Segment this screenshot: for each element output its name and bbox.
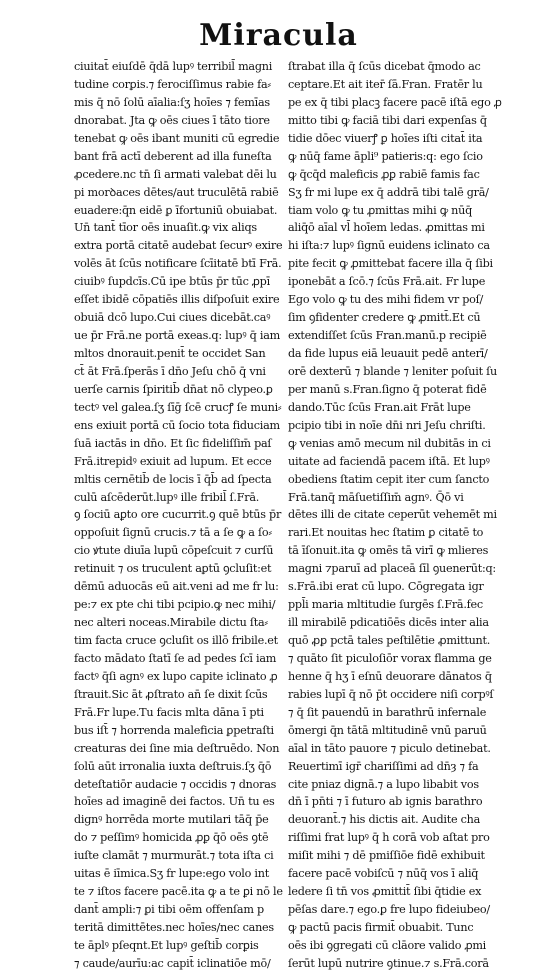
text-line: do ⁊ peſſimꝰ homicida ꝓꝑ q̄ō oēs ꝯtē: [74, 831, 269, 845]
text-line: extra portā citatē audebat ſecurꝰ exire: [74, 239, 283, 253]
text-line: tenebat ꝙ oēs ibant muniti cū egredie: [74, 131, 280, 145]
text-line: facere pacē vobiſcū ⁊ nūq̄ vos ī aliq̄: [288, 867, 479, 881]
text-line: ſolū aūt irronalia iuxta deſtruis.ſʒ q̄ō: [74, 759, 272, 773]
text-line: quō ꝓꝑ pctā tales peſtilētie ꝓmittunt.: [288, 634, 491, 647]
text-line: tidie dōec viuerꝭ ꝑ hoīes iſti citat̄ ita: [288, 131, 483, 145]
text-line: ꝙ nūq̄ fame āpli⁹ patieris:q: ego ſcio: [288, 149, 483, 163]
text-line: ciuibꝰ ſupdcīs.Cū ipe btūs p̄r tūc ꝓpī: [74, 275, 270, 289]
text-line: ſim ꝯfidenter credere ꝙ ꝓmitt̄.Et cū: [288, 311, 481, 325]
text-line: tim facta cruce ꝯcluſit os illō fribile.et: [74, 634, 278, 647]
text-line: oppoſuit ſignū crucis.⁊ tā a ſe ꝙ a ſo⸗: [74, 526, 272, 540]
text-line: facto mādato ſtatī ſe ad pedes ſcī iam: [74, 651, 277, 665]
text-line: tiam volo ꝙ tu ꝓmittas mihi ꝙ nūq̄: [288, 203, 472, 217]
text-line: mltis cernētib̄ de locis ī q̄b̄ ad ſpecta: [74, 472, 272, 486]
text-line: dnorabat. Jta ꝙ oēs ciues ī tāto tiore: [74, 113, 270, 127]
text-line: ⁊ quāto ſit piculoſiōr vorax flamma ge: [288, 651, 492, 665]
text-line: mis q̄ nō ſolū aīalia:ſʒ hoīes ⁊ femīas: [74, 95, 270, 109]
text-line: per manū s.Fran.ſigno q̄ poterat fidē: [288, 382, 487, 396]
text-line: ppl̄i maria mltitudie ſurgēs ſ.Frā.fec: [288, 598, 483, 612]
text-line: dn̄ ī pn̄ti ⁊ ī futuro ab ignis barathro: [288, 795, 483, 809]
text-line: ⁊ caude/aurīu:ac capit̄ iclinatiōe mō/: [74, 956, 271, 970]
text-line: tectꝰ vel galea.ſʒ ſīḡ ſcē crucꝭ ſe muni⸗: [74, 400, 282, 414]
text-line: ct̄ āt Frā.ſperās ī dn̄o Jeſu chō q̄ vni: [74, 364, 266, 378]
text-line: Frā.tanq̄ māſuetiſſim̄ agnꝰ. Q̄ō vi: [288, 490, 464, 504]
text-line: ſtrabat illa q̄ ſcūs dicebat q̄modo ac: [288, 60, 481, 73]
text-line: ⁊ q̄ ſit pauendū in barathrū infernale: [288, 705, 487, 719]
text-line: ill mirabilē pdicatiōēs dicēs inter alia: [288, 616, 489, 630]
text-line: miſit mihi ⁊ dē pmiſſiōe fidē exhibuit: [288, 849, 485, 863]
text-line: ꝙ q̄cq̄d maleficis ꝓꝑ rabiē famis fac: [288, 167, 480, 181]
text-line: Sʒ fr mi lupe ex q̄ addrā tibi talē grā/: [288, 185, 489, 199]
text-line: nec alteri noceas.Mirabile dictu ſta⸗: [74, 616, 268, 630]
text-line: pite fecit ꝙ ꝓmittebat facere illa q̄ ſibi: [288, 257, 493, 271]
text-line: ſerūt lupū nutrire ꝯtinue.⁊ s.Frā.corā: [288, 956, 489, 970]
text-line: te ⁊ iſtos facere pacē.ita ꝙ a te ꝑi nō le: [74, 885, 283, 899]
text-line: deuorant̄.⁊ his dictis ait. Audite cha: [288, 813, 481, 827]
text-line: da fide lupus eiā leuauit pedē anterī/: [288, 347, 488, 360]
text-line: s.Frā.ibi erat cū lupo. Cōgregata igr: [288, 580, 484, 594]
text-line: obuiā dcō lupo.Cui ciues dicebāt.caꝰ: [74, 311, 271, 325]
text-line: tudine corꝑis.⁊ ferociſſimus rabie fa⸗: [74, 77, 271, 91]
text-line: teritā dimittētes.nec hoīes/nec canes: [74, 921, 274, 934]
text-line: Un̄ tant̄ tīor oēs inuaſit.ꝙ vix aliqs: [74, 221, 257, 235]
text-line: extendiſſet ſcūs Fran.manū.p recipiē: [288, 329, 487, 343]
text-line: uerſe carnis ſpiritib̄ dn̄at nō clypeo.ꝑ: [74, 382, 273, 396]
right-text-column: [288, 58, 534, 973]
text-line: pēſas dare.⁊ ego.ꝑ fre lupo fideiubeo/: [288, 903, 490, 917]
text-line: mitto tibi ꝙ faciā tibi dari expenſas q̄: [288, 113, 487, 127]
text-line: ꝯ ſociū aꝑto ore cucurrit.ꝯ quē btūs p̄r: [74, 508, 282, 522]
text-line: dētes illi de citate ceperūt vehemēt mi: [288, 508, 497, 522]
text-line: bant frā actī deberent ad illa funeſta: [74, 149, 272, 163]
text-line: ens exiuit portā cū ſocio tota fiduciam: [74, 418, 280, 432]
text-line: bus iſt̄ ⁊ horrenda maleficia ꝑpetraſti: [74, 723, 274, 737]
text-line: ciuitat̄ eiuſdē q̄dā lupꝰ terribil̄ magni: [74, 60, 273, 73]
text-line: pi morꝺaces dētes/aut truculētā rabiē: [74, 185, 279, 199]
text-line: tā īſonuit.ita ꝙ omēs tā virī ꝙ mlieres: [288, 544, 489, 558]
text-line: volēs āt ſcūs notificare ſcīitatē btī Frā.: [74, 257, 282, 271]
text-line: ſtrauit.Sic āt ꝓſtrato an̄ ſe dixit ſcūs: [74, 687, 268, 701]
text-line: uitate ad faciendā pacem iſtā. Et lupꝰ: [288, 454, 490, 468]
text-line: obediens ſtatim cepit iter cum ſancto: [288, 472, 490, 486]
text-line: riſſimi frat lupꝰ q̄ h corā vob aſtat pro: [288, 831, 490, 845]
text-line: uitas ē iīmica.Sʒ fr lupe:ego volo int: [74, 867, 269, 881]
text-line: euadere:q̄n eidē ꝑ īfortuniū obuiabat.: [74, 203, 278, 217]
text-line: factꝰ q̄ſi agnꝰ ex lupo capite iclinato ꝓ: [74, 669, 278, 683]
text-line: dignꝰ horrēda morte mutilari tāq̄ p̄e: [74, 813, 269, 827]
page-header: Miracula: [199, 18, 358, 53]
text-line: ledere ſi tn̄ vos ꝓmittit̄ ſibi q̄tidie ex: [288, 885, 482, 899]
text-line: deteſtatiōr audacie ⁊ occidis ⁊ dnoras: [74, 777, 277, 791]
text-line: Reuertimī igr̄ chariſſimi ad dn̄ȝ ⁊ fa: [288, 759, 479, 773]
text-line: aliq̄ō aīal vl̄ hoīem ledas. ꝓmittas mi: [288, 221, 485, 235]
text-line: dant̄ ampli:⁊ ꝑi tibi oēm offenſam p: [74, 903, 264, 917]
text-line: te āplꝰ pſeqnt.Et lupꝰ geſtib̄ corꝑis: [74, 938, 259, 952]
text-line: dēmū aduocās eū ait.veni ad me fr lu:: [74, 580, 279, 594]
text-line: Frā.itrepidꝰ exiuit ad lupum. Et ecce: [74, 454, 272, 468]
text-line: pe:⁊ ex pte chi tibi pcipio.ꝙ nec mihi/: [74, 598, 276, 612]
text-line: Frā.Fr lupe.Tu facis mlta dāna ī pti: [74, 705, 264, 719]
text-line: hi iſta:⁊ lupꝰ ſignū euidens iclinato ca: [288, 239, 490, 253]
text-line: ceptare.Et ait iter̄ ſā.Fran. Fratēr lu: [288, 77, 483, 91]
text-line: eſſet ibidē cōpatiēs illis diſpoſuit exire: [74, 293, 280, 307]
text-line: ōmergi q̄n tātā mltitudinē vnū paruū: [288, 723, 487, 737]
text-line: hoīes ad imaginē dei factos. Un̄ tu es: [74, 795, 275, 809]
text-line: orē dexterū ⁊ blande ⁊ leniter poſuit ſu: [288, 364, 497, 378]
text-line: pcipio tibi in noīe dn̄i nri Jeſu chriſti.: [288, 418, 486, 432]
text-line: cite pniaz dignā.⁊ a lupo libabit vos: [288, 777, 479, 791]
text-line: oēs ibi ꝯgregati cū clāore valido ꝓmi: [288, 938, 487, 952]
left-text-column: [74, 58, 320, 973]
text-line: ꝙ pactū pacis firmit̄ obuabit. Tunc: [288, 921, 474, 934]
text-line: mltos dnorauit.penit̄ te occidet San: [74, 347, 266, 360]
text-line: ue p̄r Frā.ne portā exeas.q: lupꝰ q̄ iam: [74, 329, 280, 343]
text-line: henne q̄ hʒ ī eſnū deuorare dānatos q̄: [288, 669, 492, 683]
text-line: dando.Tūc ſcūs Fran.ait Frāt lupe: [288, 400, 471, 414]
text-line: Ego volo ꝙ tu des mihi fidem vr poſ/: [288, 293, 484, 307]
text-line: aīal in tāto pauore ⁊ piculo detinebat.: [288, 741, 491, 755]
text-line: magni ⁊paruī ad placeā ſīl ꝯuenerūt:q:: [288, 562, 496, 576]
text-line: iponebāt a ſcō.⁊ ſcūs Frā.ait. Fr lupe: [288, 275, 486, 289]
text-line: creaturas dei ſine mia deſtruēdo. Non: [74, 741, 280, 755]
text-line: ſuā iactās in dn̄o. Et ſic fideliſſim̄ paſ: [74, 436, 272, 450]
text-line: pe ex q̄ tibi placꝫ facere pacē iſtā ego ꝓ: [288, 95, 502, 109]
text-line: iuſte clamāt ⁊ murmurāt.⁊ tota iſta ci: [74, 849, 274, 863]
text-line: retinuit ⁊ os truculent aꝑtū ꝯcluſit:et: [74, 562, 272, 576]
text-line: ꝓcedere.nc tn̄ ſi armati valebat dēi lu: [74, 167, 277, 181]
text-line: cio ꝟtute diuīa lupū cōpeſcuit ⁊ curſū: [74, 544, 274, 558]
text-line: ꝙ venias amō mecum nil dubitās in ci: [288, 436, 491, 450]
text-line: rabies lupī q̄ nō p̄t occidere niſi corpꝰſ: [288, 687, 494, 701]
text-line: culū aſcēderūt.lupꝰ ille fribil̄ ſ.Frā.: [74, 490, 260, 504]
text-line: rari.Et nouitas hec ſtatim ꝑ citatē to: [288, 526, 484, 540]
